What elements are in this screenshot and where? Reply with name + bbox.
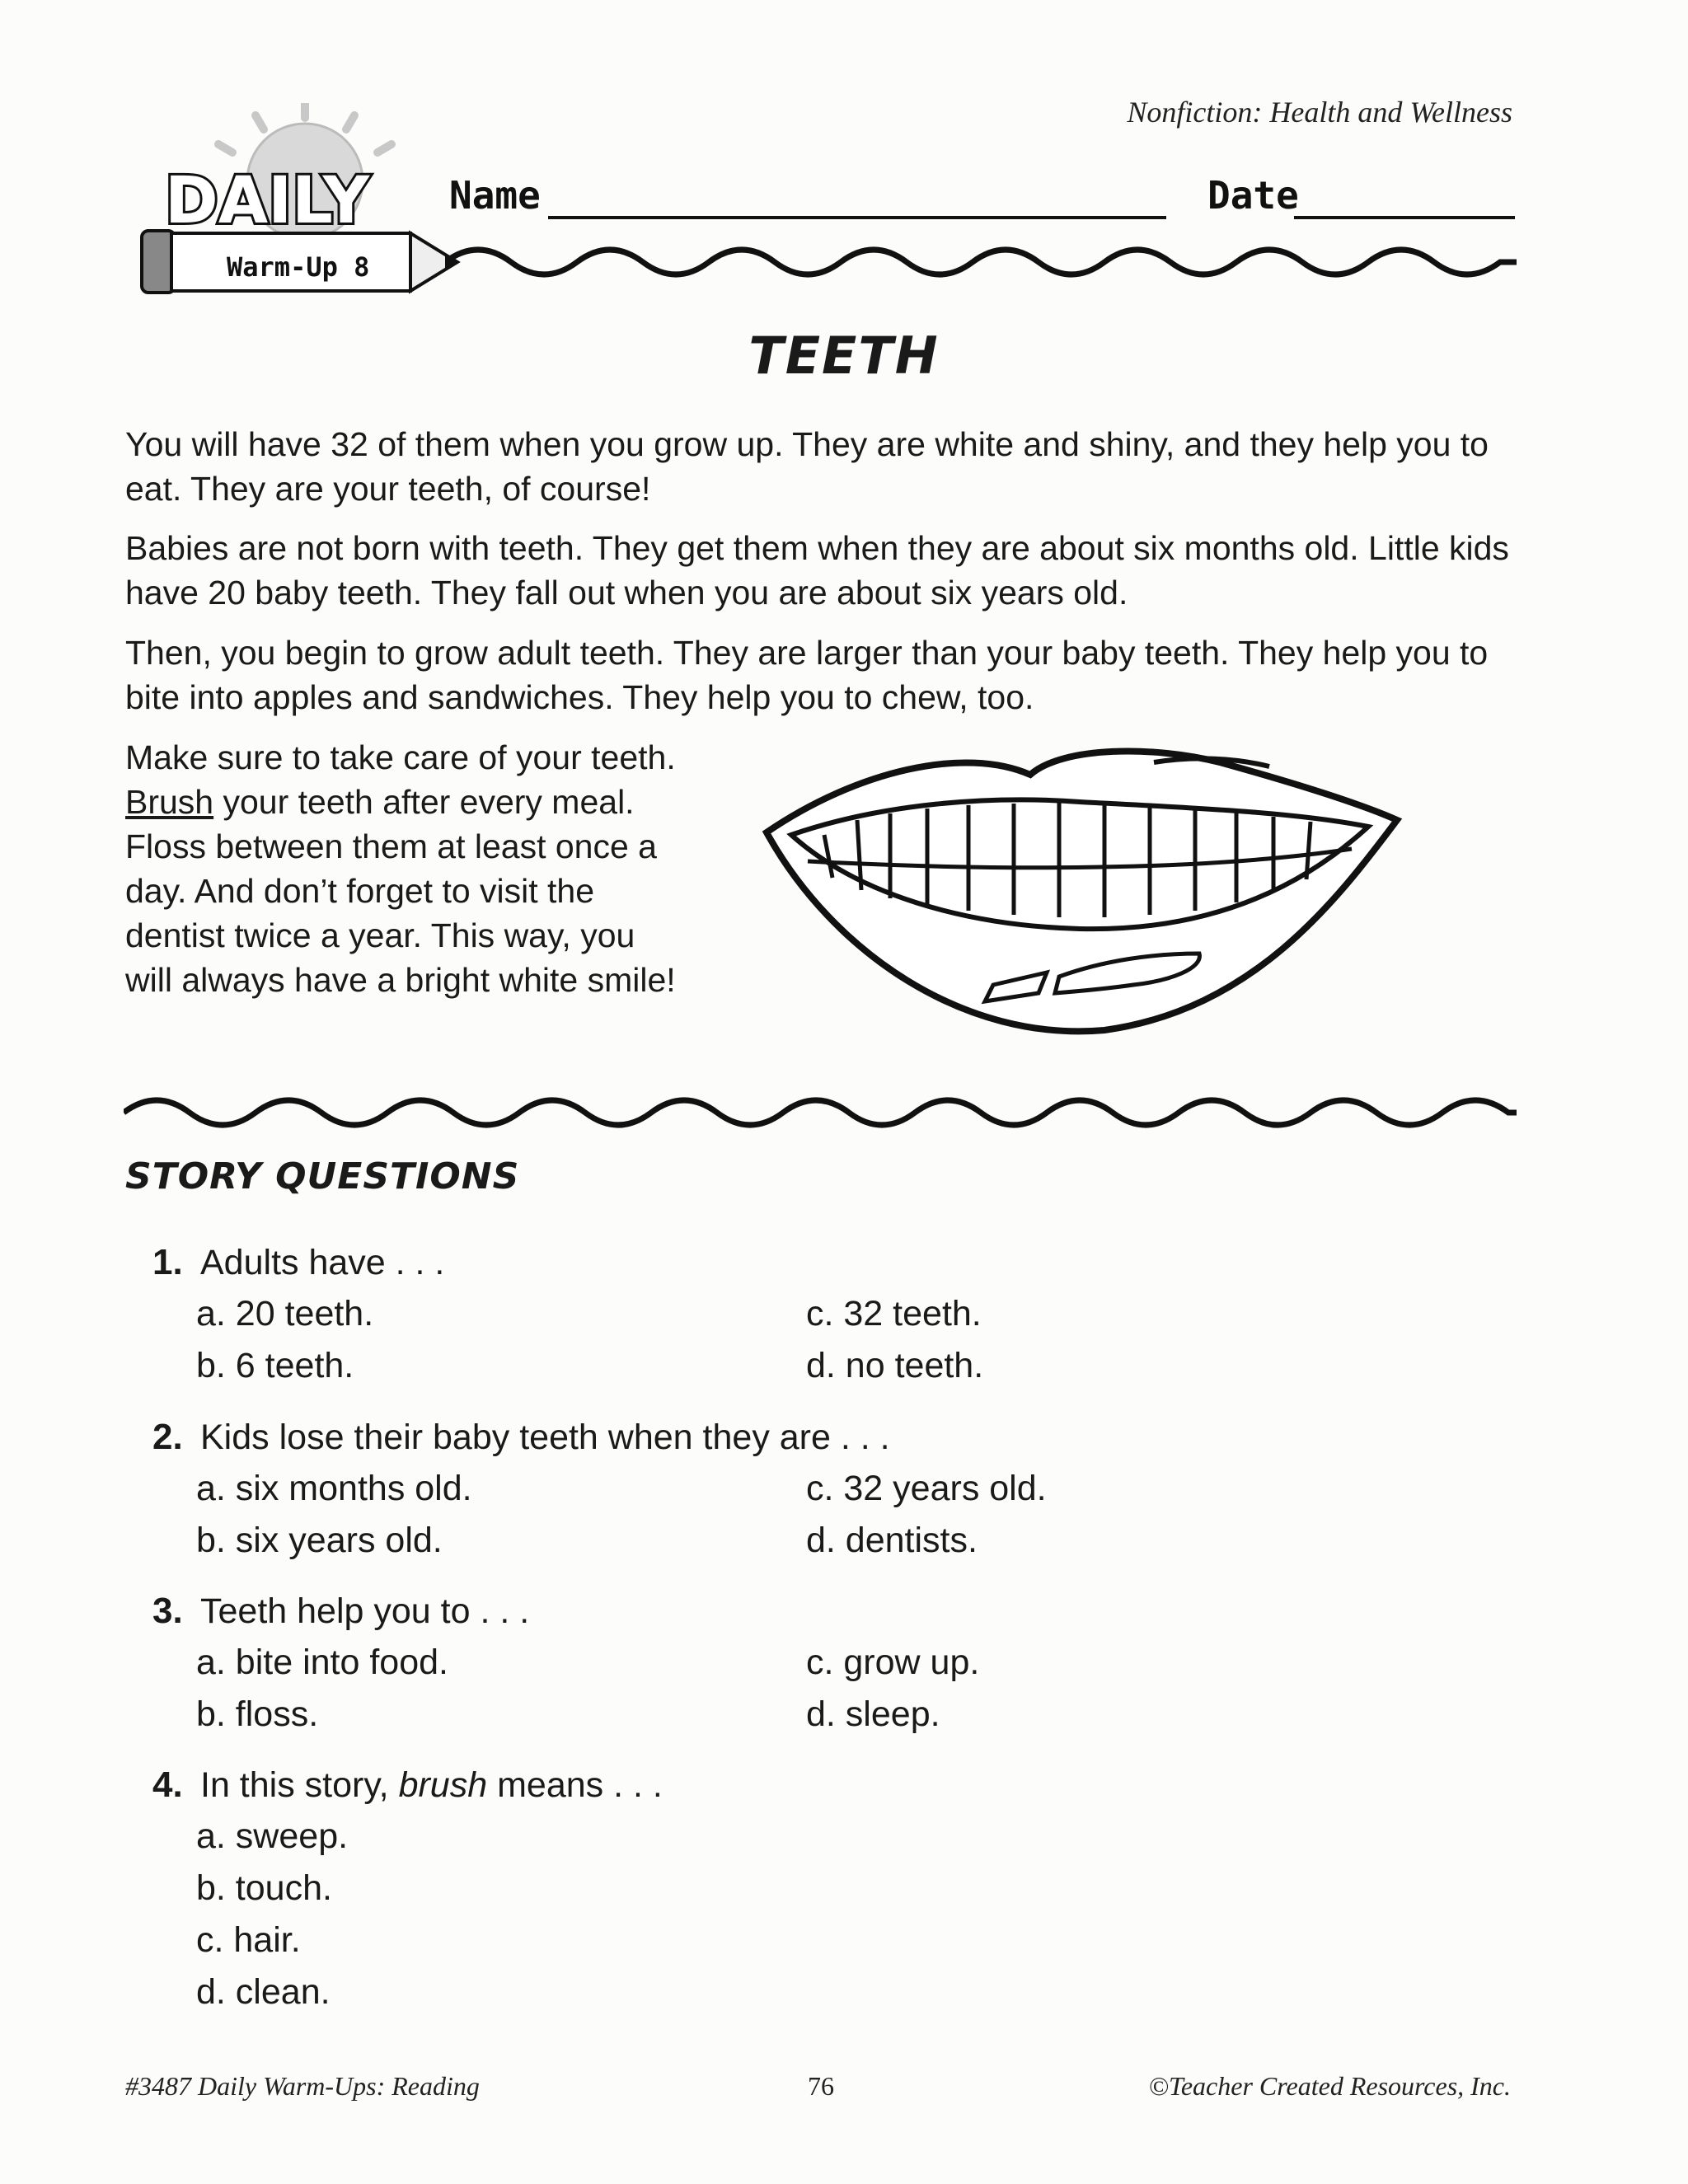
q4-option-d[interactable]: d. clean. (196, 1972, 331, 2012)
question-1: 1. Adults have . . . (152, 1242, 445, 1282)
q1-option-d[interactable]: d. no teeth. (806, 1346, 984, 1385)
q4-option-b[interactable]: b. touch. (196, 1868, 332, 1908)
story-title: TEETH (748, 326, 940, 386)
smiling-mouth-illustration (758, 738, 1405, 1047)
q4-option-c[interactable]: c. hair. (196, 1920, 301, 1960)
footer-book-title: #3487 Daily Warm-Ups: Reading (125, 2071, 480, 2101)
q4-option-a[interactable]: a. sweep. (196, 1816, 349, 1856)
footer-copyright: ©Teacher Created Resources, Inc. (1148, 2071, 1511, 2101)
q1-option-a[interactable]: a. 20 teeth. (196, 1294, 374, 1333)
question-4: 4. In this story, brush means . . . (152, 1765, 663, 1805)
date-field-line[interactable] (1294, 216, 1515, 219)
q3-option-a[interactable]: a. bite into food. (196, 1643, 448, 1682)
brush-underlined-word: Brush (125, 783, 214, 821)
paragraph-3: Then, you begin to grow adult teeth. They are larger than your baby teeth. They help you to bite into apples and sandwiches. They help you to chew, too. (125, 634, 1489, 716)
paragraph-1: You will have 32 of them when you grow up. They are white and shiny, and they help you to eat. They are your teeth, of course! (125, 425, 1489, 508)
svg-text:DAILY: DAILY (165, 164, 370, 238)
story-questions-heading: STORY QUESTIONS (125, 1155, 520, 1197)
q3-option-c[interactable]: c. grow up. (806, 1643, 980, 1682)
footer-page-number: 76 (808, 2071, 834, 2101)
wavy-divider-middle (124, 1088, 1517, 1137)
name-field-line[interactable] (548, 216, 1166, 219)
q3-option-d[interactable]: d. sleep. (806, 1694, 940, 1734)
q1-option-c[interactable]: c. 32 teeth. (806, 1294, 982, 1333)
question-2: 2. Kids lose their baby teeth when they are . . . (152, 1417, 890, 1457)
wavy-divider-top (445, 237, 1517, 287)
name-label: Name (449, 173, 541, 218)
paragraph-4: Make sure to take care of your teeth. Brush your teeth after every meal. Floss between them at least once a day. And don’t forget to visit the dentist twice a year. This way, you will always have a bright white smile! (125, 738, 676, 999)
q2-option-b[interactable]: b. six years old. (196, 1521, 443, 1560)
paragraph-2: Babies are not born with teeth. They get them when they are about six months old. Little kids have 20 baby teeth. They fall out when you are about six years old. (125, 529, 1509, 612)
daily-warmup-logo (132, 103, 478, 309)
category-label: Nonfiction: Health and Wellness (1127, 96, 1512, 129)
q2-option-d[interactable]: d. dentists. (806, 1521, 978, 1560)
q1-option-b[interactable]: b. 6 teeth. (196, 1346, 354, 1385)
svg-text:Warm-Up 8: Warm-Up 8 (227, 251, 370, 283)
q2-option-a[interactable]: a. six months old. (196, 1469, 472, 1508)
date-label: Date (1207, 173, 1299, 218)
question-3: 3. Teeth help you to . . . (152, 1591, 530, 1631)
q3-option-b[interactable]: b. floss. (196, 1694, 319, 1734)
q2-option-c[interactable]: c. 32 years old. (806, 1469, 1047, 1508)
